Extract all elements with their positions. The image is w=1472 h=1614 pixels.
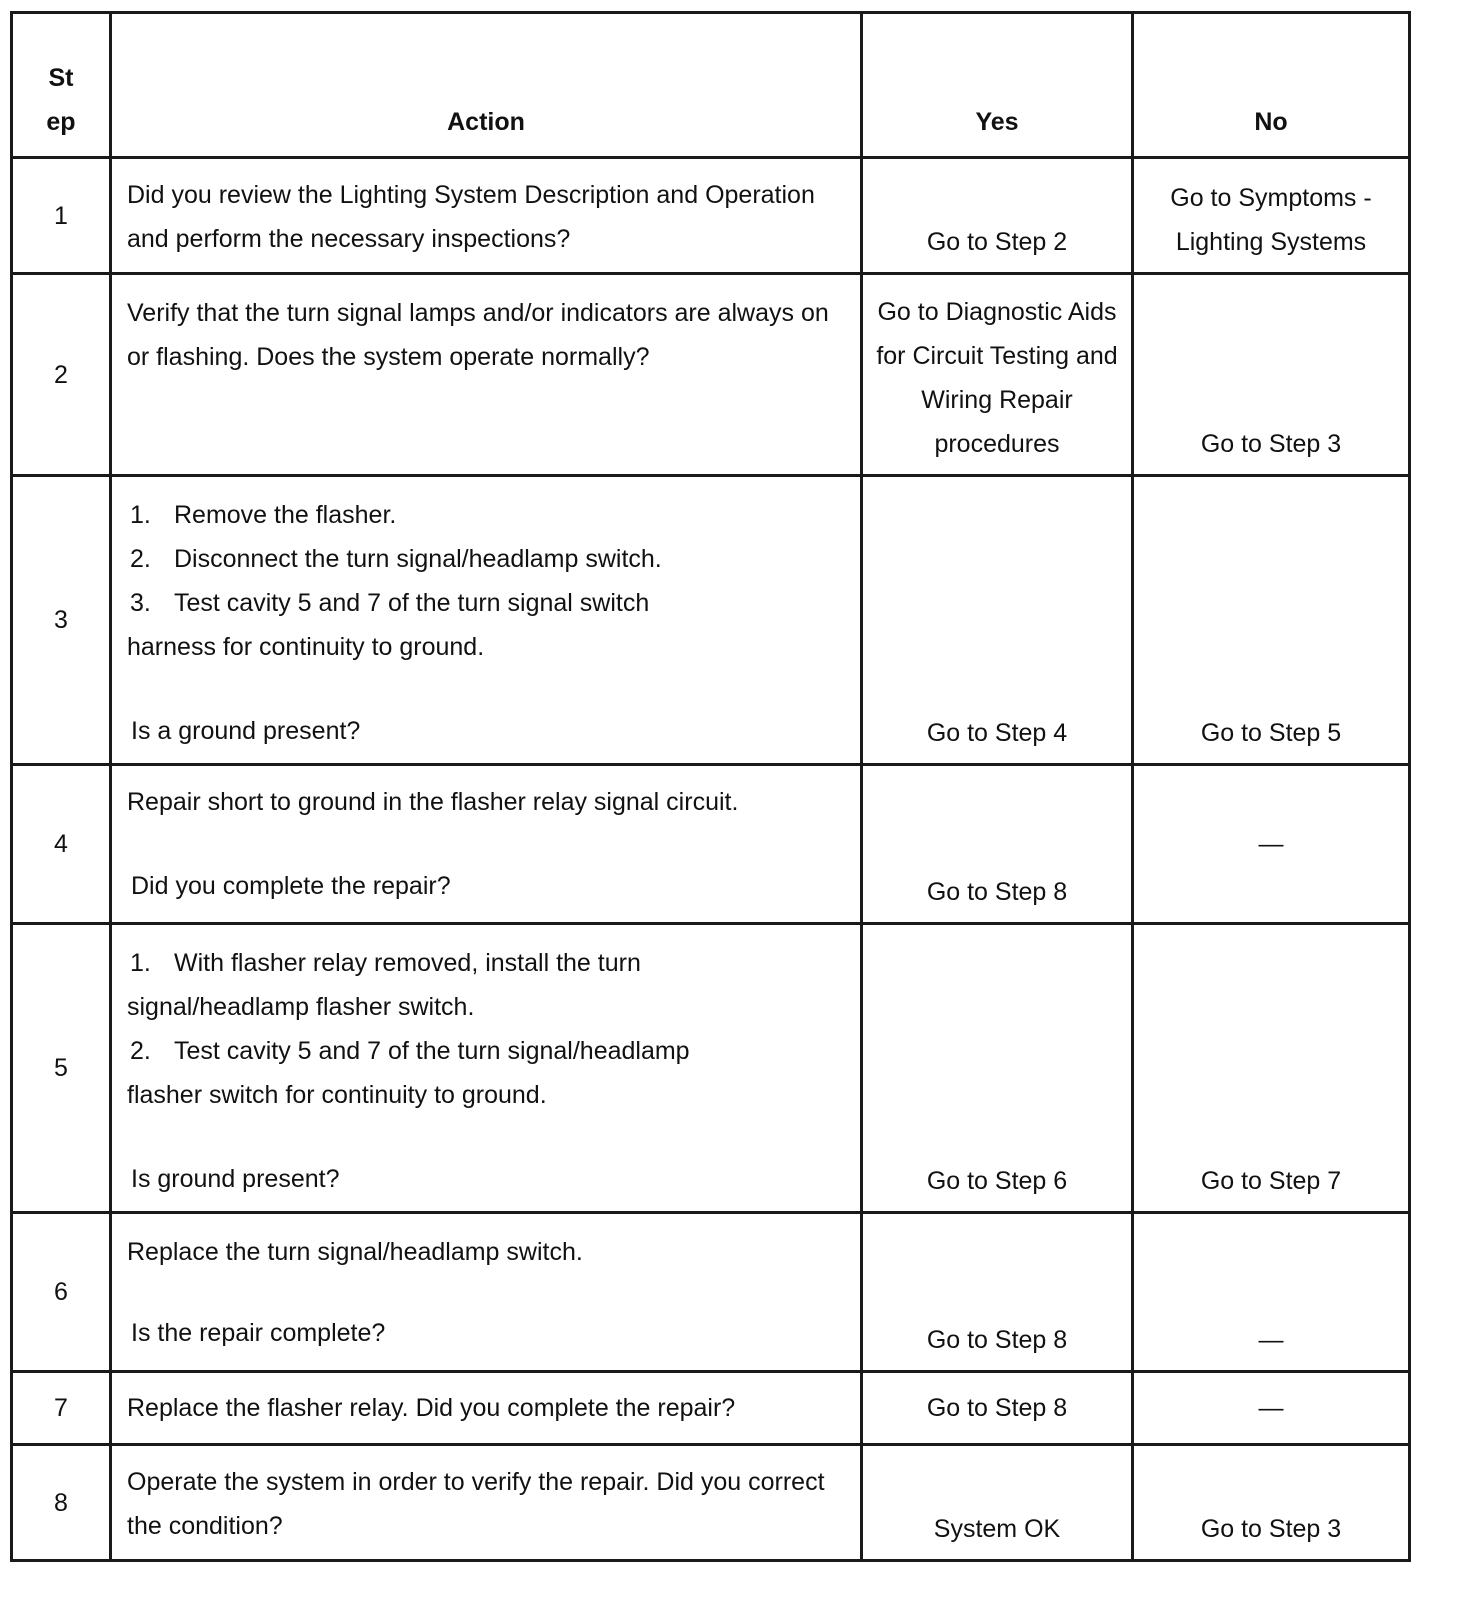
item-continuation: signal/headlamp flasher switch. — [127, 993, 475, 1021]
no-result: Go to Step 3 — [1133, 1445, 1410, 1561]
yes-result: System OK — [862, 1445, 1133, 1561]
action-text: Did you review the Lighting System Description and Operation and perform the necessary inspections? — [111, 158, 862, 274]
header-step-line1: St — [48, 64, 74, 92]
yes-result: Go to Step 6 — [862, 924, 1133, 1213]
item-number: 3. — [130, 589, 151, 617]
no-result: Go to Symptoms - Lighting Systems — [1133, 158, 1410, 274]
no-result: — — [1133, 1213, 1410, 1372]
action-line: Replace the turn signal/headlamp switch. — [127, 1238, 583, 1266]
item-number: 1. — [130, 949, 151, 977]
yes-result: Go to Diagnostic Aids for Circuit Testing and Wiring Repair procedures — [862, 274, 1133, 476]
list-item — [127, 581, 850, 625]
list-item — [127, 1029, 850, 1073]
question-text: Did you complete the repair? — [131, 872, 451, 900]
item-number: 2. — [130, 545, 151, 573]
item-number: 1. — [130, 501, 151, 529]
header-yes: Yes — [862, 13, 1133, 158]
step-number: 2 — [12, 274, 111, 476]
action-text — [111, 765, 862, 924]
action-text — [111, 1213, 862, 1372]
header-step-line2: ep — [46, 108, 76, 136]
item-continuation: harness for continuity to ground. — [127, 633, 485, 661]
action-text: Verify that the turn signal lamps and/or indicators are always on or flashing. Does the system operate normally? — [111, 274, 862, 476]
step-number: 6 — [12, 1213, 111, 1372]
header-row — [12, 13, 1410, 158]
step-number: 7 — [12, 1372, 111, 1445]
table-row — [12, 158, 1410, 274]
header-action: Action — [111, 13, 862, 158]
list-item — [127, 493, 850, 537]
header-step — [12, 13, 111, 158]
yes-result: Go to Step 8 — [862, 765, 1133, 924]
table-row — [12, 765, 1410, 924]
item-text: Test cavity 5 and 7 of the turn signal switch — [174, 589, 650, 617]
table-row — [12, 1445, 1410, 1561]
item-text: Disconnect the turn signal/headlamp switch. — [174, 545, 662, 573]
question-text: Is the repair complete? — [131, 1319, 386, 1347]
item-text: Test cavity 5 and 7 of the turn signal/headlamp — [174, 1037, 690, 1065]
step-number: 3 — [12, 476, 111, 765]
step-number: 1 — [12, 158, 111, 274]
no-result: — — [1133, 765, 1410, 924]
action-text: Operate the system in order to verify the repair. Did you correct the condition? — [111, 1445, 862, 1561]
no-result: Go to Step 7 — [1133, 924, 1410, 1213]
action-text: Replace the flasher relay. Did you complete the repair? — [111, 1372, 862, 1445]
table-row — [12, 924, 1410, 1213]
list-item — [127, 941, 850, 985]
step-number: 4 — [12, 765, 111, 924]
diagnostic-table — [10, 11, 1411, 1562]
item-text: With flasher relay removed, install the turn — [174, 949, 641, 977]
yes-result: Go to Step 8 — [862, 1213, 1133, 1372]
list-item — [127, 537, 850, 581]
action-line: Repair short to ground in the flasher relay signal circuit. — [127, 788, 739, 816]
table-row — [12, 476, 1410, 765]
no-result: Go to Step 3 — [1133, 274, 1410, 476]
action-text — [111, 476, 862, 765]
step-number: 8 — [12, 1445, 111, 1561]
table-row — [12, 1372, 1410, 1445]
header-no: No — [1133, 13, 1410, 158]
question-text: Is a ground present? — [131, 717, 361, 745]
item-text: Remove the flasher. — [174, 501, 397, 529]
step-number: 5 — [12, 924, 111, 1213]
item-continuation: flasher switch for continuity to ground. — [127, 1081, 547, 1109]
question-text: Is ground present? — [131, 1165, 340, 1193]
item-number: 2. — [130, 1037, 151, 1065]
yes-result: Go to Step 2 — [862, 158, 1133, 274]
no-result: — — [1133, 1372, 1410, 1445]
table-row — [12, 274, 1410, 476]
action-text — [111, 924, 862, 1213]
table-row — [12, 1213, 1410, 1372]
yes-result: Go to Step 8 — [862, 1372, 1133, 1445]
yes-result: Go to Step 4 — [862, 476, 1133, 765]
no-result: Go to Step 5 — [1133, 476, 1410, 765]
